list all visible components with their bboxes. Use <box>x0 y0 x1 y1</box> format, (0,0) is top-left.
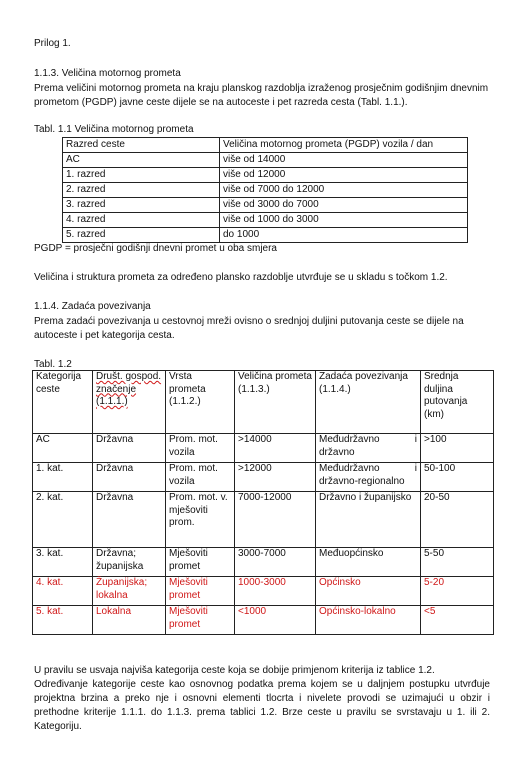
table2-cell: <5 <box>421 606 494 635</box>
table2-cell: Mješoviti promet <box>166 548 235 577</box>
table2-cell: Prom. mot. vozila <box>166 463 235 492</box>
table2-cell: 20-50 <box>421 492 494 548</box>
table-row <box>33 548 494 577</box>
table2-cell: 1. kat. <box>33 463 93 492</box>
table2-cell: Mješoviti promet <box>166 577 235 606</box>
table1-cell: 1. razred <box>63 168 220 183</box>
table-1-2 <box>32 370 494 635</box>
table2-header-cell: Srednja duljina putovanja (km) <box>421 371 494 434</box>
table1-cell: 4. razred <box>63 213 220 228</box>
table1-cell: 3. razred <box>63 198 220 213</box>
table2-cell: Mješoviti promet <box>166 606 235 635</box>
table2-cell: 5. kat. <box>33 606 93 635</box>
table1-cell: više od 12000 <box>220 168 468 183</box>
table2-cell: 1000-3000 <box>235 577 316 606</box>
appendix-label: Prilog 1. <box>34 38 71 49</box>
table2-cell: >100 <box>421 434 494 463</box>
pgdp-note: PGDP = prosječni godišnji dnevni promet u oba smjera <box>34 243 277 254</box>
table2-cell: 4. kat. <box>33 577 93 606</box>
table2-cell: Međudržavno i državno-regionalno <box>316 463 421 492</box>
table2-cell: Međudržavno i državno <box>316 434 421 463</box>
table1-header-cell: Veličina motornog prometa (PGDP) vozila / dan <box>220 138 468 153</box>
table-row <box>63 213 468 228</box>
table2-cell: 5-50 <box>421 548 494 577</box>
table2-cell: >14000 <box>235 434 316 463</box>
table2-cell: Prom. mot. vozila <box>166 434 235 463</box>
table2-cell: Državno i županijsko <box>316 492 421 548</box>
table1-cell: više od 14000 <box>220 153 468 168</box>
table2-header-cell: Vrsta prometa (1.1.2.) <box>166 371 235 434</box>
table2-cell: Međuopćinsko <box>316 548 421 577</box>
table2-cell: Općinsko <box>316 577 421 606</box>
table2-header-cell <box>93 371 166 434</box>
table-row <box>33 492 494 548</box>
table2-cell: 2. kat. <box>33 492 93 548</box>
table1-cell: više od 3000 do 7000 <box>220 198 468 213</box>
table1-cell: više od 1000 do 3000 <box>220 213 468 228</box>
table2-header-cell: Zadaća povezivanja (1.1.4.) <box>316 371 421 434</box>
table2-header-text: Društ. gospod. značenje (1.1.1.) <box>96 371 162 407</box>
table2-cell: Državna <box>93 434 166 463</box>
table2-caption: Tabl. 1.2 <box>34 359 72 370</box>
section-114-text: Prema zadaći povezivanja u cestovnoj mreži ovisno o srednjoj duljini putovanja ceste se dijele na autoceste i pet kategorija cesta. <box>34 316 464 341</box>
table1-cell: više od 7000 do 12000 <box>220 183 468 198</box>
table-row <box>63 183 468 198</box>
table-row <box>33 577 494 606</box>
table2-cell: Lokalna <box>93 606 166 635</box>
table2-cell: >12000 <box>235 463 316 492</box>
table2-header-cell: Kategorija ceste <box>33 371 93 434</box>
table2-cell: 50-100 <box>421 463 494 492</box>
table2-cell: Županijska; lokalna <box>93 577 166 606</box>
table-row <box>63 168 468 183</box>
table1-caption: Tabl. 1.1 Veličina motornog prometa <box>34 124 194 135</box>
section-113-heading: 1.1.3. Veličina motornog prometa <box>34 68 181 79</box>
table2-cell: AC <box>33 434 93 463</box>
table-row <box>33 606 494 635</box>
table2-cell: 3. kat. <box>33 548 93 577</box>
table-1-1 <box>62 137 468 243</box>
table1-cell: 5. razred <box>63 228 220 243</box>
table2-header-row <box>33 371 494 434</box>
table1-header-cell: Razred ceste <box>63 138 220 153</box>
table1-cell: do 1000 <box>220 228 468 243</box>
table2-cell: Državna <box>93 492 166 548</box>
table1-cell: AC <box>63 153 220 168</box>
struktura-text: Veličina i struktura prometa za određeno plansko razdoblje utvrđuje se u skladu s točkom 1.2. <box>34 272 448 283</box>
table2-cell: 5-20 <box>421 577 494 606</box>
table2-cell: <1000 <box>235 606 316 635</box>
table-row <box>33 463 494 492</box>
table1-header-row <box>63 138 468 153</box>
closing-paragraph-2: Određivanje kategorije ceste kao osnovnog podatka prema kojem se u daljnjem postupku utvrđuje projektna brzina a preko nje i osnovni elementi tlocrta i nivelete provodi se uzimajući u obzir i prethodne kriterije 1.1.1. do 1.1.3. prema tablici 1.2. Brze ceste u pravilu se svrstavaju u 1. ili 2. Kategoriju. <box>34 679 490 732</box>
table-row <box>63 228 468 243</box>
table-row <box>33 434 494 463</box>
section-113-text: Prema veličini motornog prometa na kraju planskog razdoblja izraženog prosječnim godišnjim dnevnim prometom (PGDP) javne ceste dijele se na autoceste i pet razreda cesta (Tabl. 1.1.). <box>34 83 489 108</box>
section-114-heading: 1.1.4. Zadaća povezivanja <box>34 301 151 312</box>
table2-cell: 3000-7000 <box>235 548 316 577</box>
table-row <box>63 198 468 213</box>
table2-cell: Državna; županijska <box>93 548 166 577</box>
table2-cell: Prom. mot. v. mješoviti prom. <box>166 492 235 548</box>
table1-cell: 2. razred <box>63 183 220 198</box>
table2-cell: Općinsko-lokalno <box>316 606 421 635</box>
closing-paragraph-1: U pravilu se usvaja najviša kategorija ceste koja se dobije primjenom kriterija iz tablice 1.2. <box>34 665 435 676</box>
table2-cell: Državna <box>93 463 166 492</box>
table2-header-cell: Veličina prometa (1.1.3.) <box>235 371 316 434</box>
table-row <box>63 153 468 168</box>
table2-cell: 7000-12000 <box>235 492 316 548</box>
